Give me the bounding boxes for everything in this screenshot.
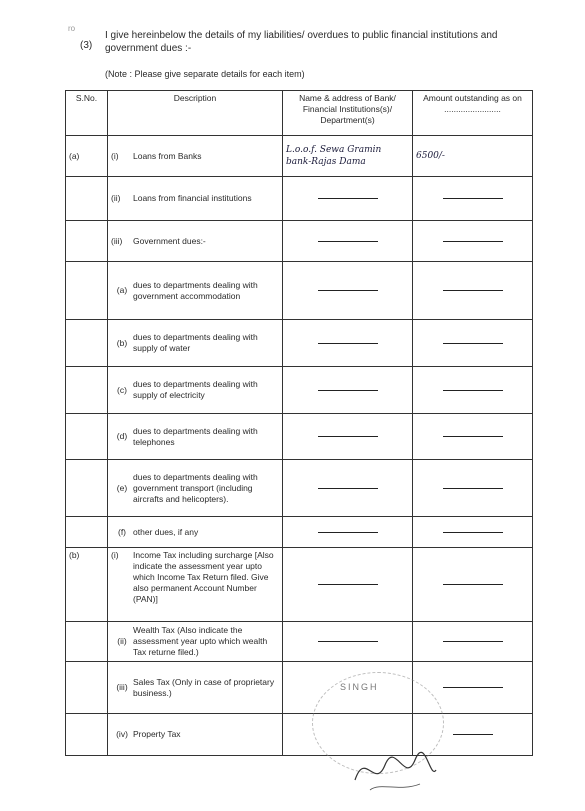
row-sno: [66, 460, 108, 517]
item-number: (3): [80, 40, 93, 51]
row-description: Sales Tax (Only in case of proprietary business.): [133, 676, 275, 698]
row-sno: (b): [66, 548, 108, 622]
dash-line: [318, 641, 378, 642]
row-description: dues to departments dealing with supply of water: [133, 332, 258, 353]
col-header-amount: Amount outstanding as on ........................: [413, 91, 533, 136]
stray-mark: ro: [68, 24, 76, 33]
row-description: dues to departments dealing with government accommodation: [133, 279, 258, 301]
dash-line: [443, 343, 503, 344]
row-amount: [413, 460, 533, 517]
dash-line: [318, 343, 378, 344]
row-sno: [66, 414, 108, 460]
statement-text: I give hereinbelow the details of my liabilities/ overdues to public financial institutions and government dues :-: [105, 30, 498, 54]
signature-scribble: [350, 740, 440, 800]
table-row: [66, 221, 533, 262]
row-sno: [66, 622, 108, 662]
row-sno: [66, 177, 108, 221]
handwritten-amount: 6500/-: [416, 151, 445, 161]
table-row: [66, 177, 533, 221]
row-name-address: [283, 548, 413, 622]
row-description: Income Tax including surcharge [Also indicate the assessment year upto which Income Tax Return filed. Give also permanent Account Number (PAN)]: [133, 550, 274, 604]
row-letter: (e): [116, 482, 128, 493]
table-row: [66, 414, 533, 460]
row-sub-number: (iii): [111, 235, 123, 246]
row-letter: (c): [117, 384, 127, 395]
row-sub-number: (ii): [117, 636, 127, 646]
row-description: dues to departments dealing with government transport (including aircrafts and helicopters).: [133, 471, 258, 504]
table-row: [66, 517, 533, 548]
row-sno: [66, 517, 108, 548]
row-name-address: [283, 320, 413, 367]
col-header-description: Description: [108, 91, 283, 136]
liabilities-table: [65, 90, 533, 756]
dash-line: [443, 584, 503, 585]
dash-line: [443, 436, 503, 437]
row-description: Loans from Banks: [133, 150, 202, 161]
table-header-row: [66, 91, 533, 136]
row-sno: [66, 367, 108, 414]
row-description: Loans from financial institutions: [133, 193, 252, 203]
dash-line: [443, 290, 503, 291]
table-row: [66, 714, 533, 756]
row-name-address: [283, 262, 413, 320]
row-letter: (b): [116, 337, 128, 348]
col-header-name-address: Name & address of Bank/ Financial Institutions(s)/ Department(s): [283, 91, 413, 136]
dash-line: [318, 532, 378, 533]
table-row: [66, 622, 533, 662]
row-sno: [66, 714, 108, 756]
stamp-text: SINGH: [340, 682, 379, 692]
row-sno: [66, 320, 108, 367]
dash-line: [443, 641, 503, 642]
dash-line: [443, 390, 503, 391]
row-description: dues to departments dealing with telephones: [133, 425, 258, 447]
table-row: [66, 136, 533, 177]
handwritten-bank-name: L.o.o.f. Sewa Gramin bank-Rajas Dama: [286, 145, 382, 167]
row-name-address: [283, 367, 413, 414]
row-description: other dues, if any: [133, 526, 199, 537]
row-name-address: [283, 136, 413, 177]
row-description: Property Tax: [133, 729, 181, 739]
row-amount: [413, 367, 533, 414]
row-description: Wealth Tax (Also indicate the assessment year upto which wealth Tax returne filed.): [133, 625, 268, 657]
row-name-address: [283, 460, 413, 517]
row-amount: [413, 320, 533, 367]
row-sno: [66, 662, 108, 714]
dash-line: [318, 488, 378, 489]
row-amount: [413, 221, 533, 262]
dash-line: [443, 687, 503, 688]
dash-line: [318, 290, 378, 291]
row-amount: [413, 517, 533, 548]
row-name-address: [283, 622, 413, 662]
row-sno: (a): [66, 136, 108, 177]
row-amount: [413, 177, 533, 221]
row-amount: [413, 262, 533, 320]
dash-line: [443, 488, 503, 489]
table-row: [66, 262, 533, 320]
dash-line: [453, 734, 493, 735]
row-name-address: [283, 517, 413, 548]
dash-line: [443, 198, 503, 199]
row-amount: [413, 414, 533, 460]
dash-line: [443, 241, 503, 242]
dash-line: [318, 584, 378, 585]
row-name-address: [283, 221, 413, 262]
row-letter: (d): [116, 431, 128, 441]
table-row: [66, 662, 533, 714]
row-sub-number: (i): [111, 550, 119, 560]
row-name-address: [283, 177, 413, 221]
dash-line: [318, 436, 378, 437]
dash-line: [443, 532, 503, 533]
row-letter: (a): [116, 285, 128, 295]
note-text: (Note : Please give separate details for each item): [105, 69, 305, 79]
row-amount: [413, 622, 533, 662]
table-row: [66, 320, 533, 367]
row-description: Government dues:-: [133, 235, 206, 246]
row-sub-number: (ii): [111, 193, 121, 203]
row-amount: [413, 548, 533, 622]
row-sub-number: (iii): [116, 682, 128, 692]
row-sno: [66, 221, 108, 262]
row-letter: (f): [117, 526, 127, 537]
table-row: [66, 460, 533, 517]
row-sub-number: (iv): [116, 729, 128, 739]
dash-line: [318, 390, 378, 391]
dash-line: [318, 241, 378, 242]
row-name-address: [283, 414, 413, 460]
row-description: dues to departments dealing with supply of electricity: [133, 379, 258, 400]
row-sno: [66, 262, 108, 320]
row-sub-number: (i): [111, 150, 119, 161]
dash-line: [318, 198, 378, 199]
table-row: [66, 548, 533, 622]
table-row: [66, 367, 533, 414]
row-amount: [413, 136, 533, 177]
col-header-sno: S.No.: [66, 91, 108, 136]
